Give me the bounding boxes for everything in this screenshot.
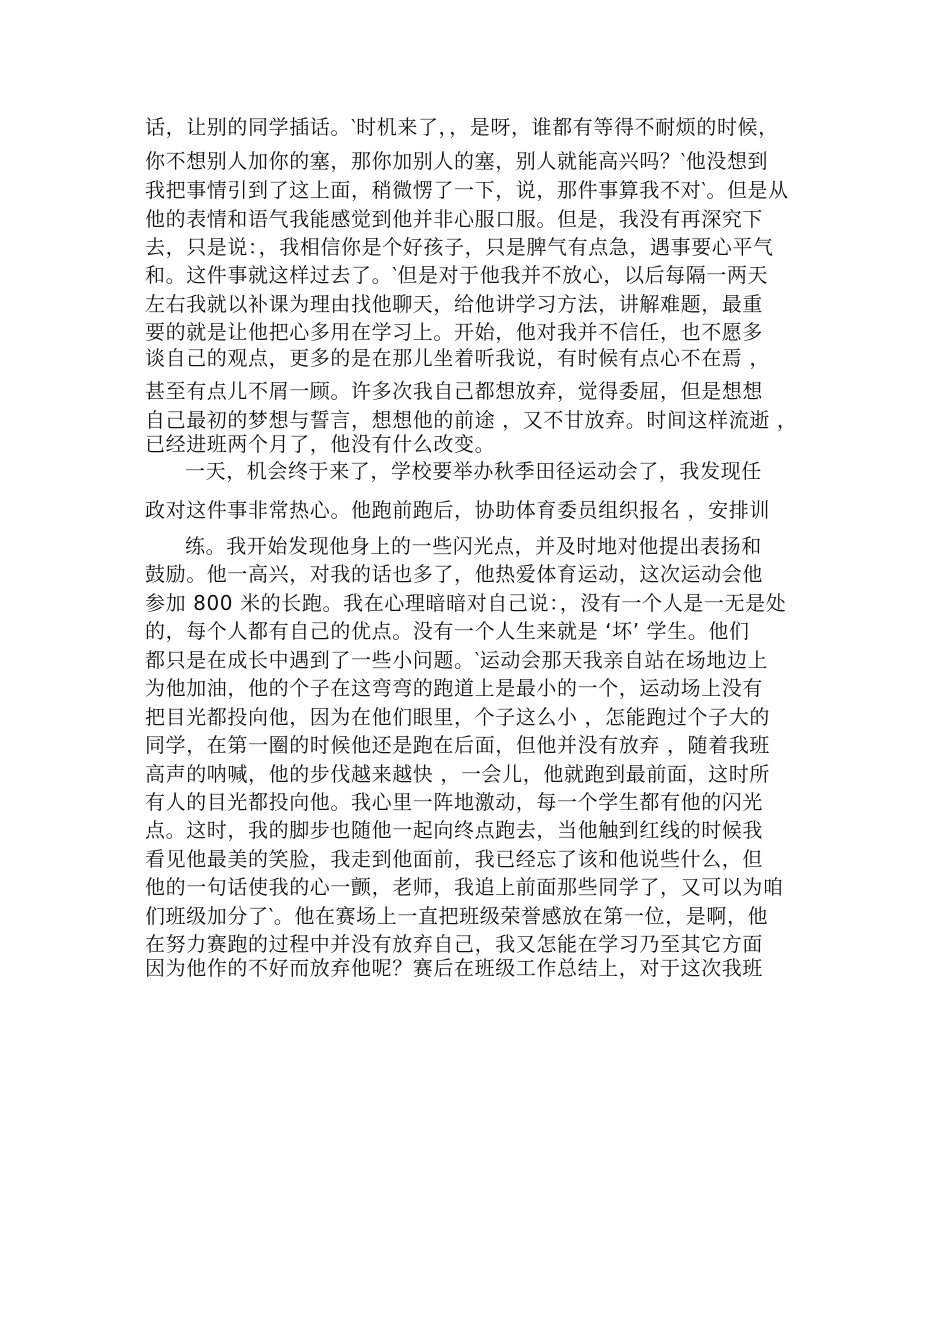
text-line: 参加 800 米的长跑。我在心理暗暗对自己说：，没有一个人是一无是处 [145,591,787,615]
text-line: 们班级加分了‵。他在赛场上一直把班级荣誉感放在第一位，是啊，他 [145,904,769,928]
text-line: 把目光都投向他，因为在他们眼里，个子这么小 ，怎能跑过个子大的 [145,705,770,729]
text-line: 高声的呐喊，他的步伐越来越快 ，一会儿，他就跑到最前面，这时所 [145,762,770,786]
text-line: 同学，在第一圈的时候他还是跑在后面，但他并没有放弃 ，随着我班 [145,733,770,757]
text-line: 甚至有点儿不屑一顾。许多次我自己都想放弃，觉得委屈，但是想想 [145,379,763,403]
text-line: 看见他最美的笑脸，我走到他面前，我已经忘了该和他说些什么，但 [145,847,763,871]
text-line: 谈自己的观点，更多的是在那儿坐着听我说，有时候有点心不在焉 ， [145,346,770,370]
text-line: 点。这时，我的脚步也随他一起向终点跑去，当他触到红线的时候我 [145,818,763,842]
text-line: 他的一句话使我的心一颤，老师，我追上前面那些同学了，又可以为咱 [145,875,784,899]
text-line: 去，只是说：，我相信你是个好孩子，只是脾气有点急，遇事要心平气 [145,235,774,259]
text-line: 的，每个人都有自己的优点。没有一个人生来就是 ‘坏’ 学生。他们 [145,619,750,643]
text-line: 鼓励。他一高兴，对我的话也多了，他热爱体育运动，这次运动会他 [145,562,763,586]
text-line: 在努力赛跑的过程中并没有放弃自己，我又怎能在学习乃至其它方面 [145,932,763,956]
text-line: 左右我就以补课为理由找他聊天，给他讲学习方法，讲解难题，最重 [145,292,763,316]
text-line: 练。我开始发现他身上的一些闪光点，并及时地对他提出表扬和 [185,534,762,558]
text-line: 我把事情引到了这上面，稍微愣了一下，说，那件事算我不对‵。但是从 [145,178,789,202]
text-line: 话，让别的同学插话。‵时机来了，，是呀，谁都有等得不耐烦的时候， [145,115,779,139]
text-line: 你不想别人加你的塞，那你加别人的塞，别人就能高兴吗？‵他没想到 [145,149,769,173]
text-line: 已经进班两个月了，他没有什么改变。 [145,432,496,456]
text-line: 政对这件事非常热心。他跑前跑后，协助体育委员组织报名 ，安排训 [145,498,770,522]
text-line: 为他加油，他的个子在这弯弯的跑道上是最小的一个，运动场上没有 [145,676,763,700]
text-line: 都只是在成长中遇到了一些小问题。‵运动会那天我亲自站在场地边上 [145,648,769,672]
text-line: 要的就是让他把心多用在学习上。开始，他对我并不信任，也不愿多 [145,320,763,344]
text-line: 一天，机会终于来了，学校要举办秋季田径运动会了，我发现任 [185,459,762,483]
text-line: 自己最初的梦想与誓言，想想他的前途 ，又不甘放弃。时间这样流逝 ， [145,408,798,432]
text-line: 和。这件事就这样过去了。‵但是对于他我并不放心，以后每隔一两天 [145,263,769,287]
text-line: 他的表情和语气我能感觉到他并非心服口服。但是，我没有再深究下 [145,207,763,231]
text-line: 有人的目光都投向他。我心里一阵地激动，每一个学生都有他的闪光 [145,790,763,814]
text-line: 因为他作的不好而放弃他呢？赛后在班级工作总结上，对于这次我班 [145,956,763,980]
